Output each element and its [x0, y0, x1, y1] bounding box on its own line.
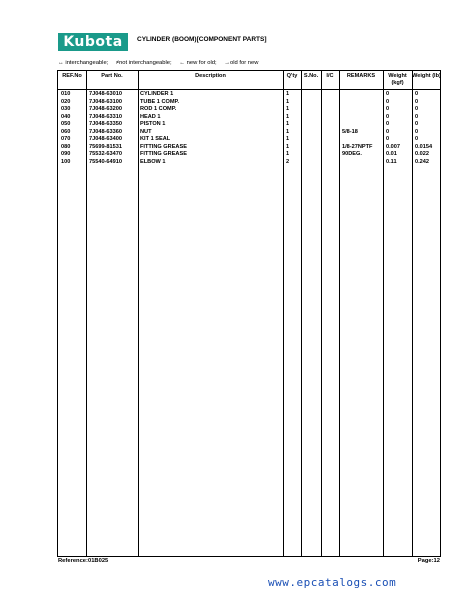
table-row: [58, 144, 440, 152]
cell-weight-lb: 0.022: [415, 151, 429, 157]
table-row: [58, 106, 440, 114]
cell-part-no: 7J048-63010: [89, 91, 122, 97]
parts-table: [57, 70, 441, 557]
cell-remarks: 90DEG.: [342, 151, 362, 157]
cell-description: HEAD 1: [140, 113, 161, 120]
table-row: [58, 121, 440, 129]
cell-ref-no: 090: [61, 151, 71, 157]
cell-weight-lb: 0.0154: [415, 143, 433, 150]
table-row: [58, 151, 440, 159]
cell-weight-kgf: 0.01: [386, 151, 397, 157]
cell-weight-lb: 0: [415, 136, 419, 142]
cell-weight-lb: 0: [415, 98, 419, 105]
cell-weight-lb: 0: [415, 91, 419, 97]
page-title: CYLINDER (BOOM)[COMPONENT PARTS]: [137, 36, 267, 43]
legend-new-for-old: ← new for old;: [179, 60, 217, 66]
header-remarks: REMARKS: [346, 73, 376, 79]
cell-remarks: 5/8-18: [342, 128, 358, 135]
cell-ref-no: 040: [61, 113, 71, 120]
cell-ref-no: 100: [61, 158, 71, 165]
cell-qty: 1: [286, 121, 290, 127]
cell-description: CYLINDER 1: [140, 91, 174, 97]
table-row: [58, 99, 440, 107]
legend-not-interchangeable: ≠not interchangeable;: [115, 60, 172, 66]
header-ref-no: REF.No: [62, 73, 82, 79]
header-part-no: Part No.: [101, 73, 123, 79]
cell-weight-lb: 0: [415, 128, 419, 135]
legend-interchangeable: ↔ interchangeable;: [58, 60, 109, 66]
cell-weight-kgf: 0: [386, 98, 390, 105]
cell-description: PISTON 1: [140, 121, 166, 127]
cell-weight-kgf: 0.11: [386, 158, 397, 165]
legend-old-for-new: →old for new: [224, 60, 259, 66]
cell-part-no: 7J048-63360: [89, 128, 122, 135]
reference-number: Reference:01B025: [58, 558, 109, 564]
cell-part-no: 75540-64910: [89, 158, 122, 165]
cell-weight-lb: 0: [415, 113, 419, 120]
cell-weight-kgf: 0: [386, 121, 390, 127]
cell-weight-lb: 0.242: [415, 158, 429, 165]
cell-qty: 1: [286, 136, 290, 142]
cell-qty: 1: [286, 98, 290, 105]
cell-description: FITTING GREASE: [140, 143, 187, 150]
cell-weight-kgf: 0.007: [386, 143, 400, 150]
cell-weight-kgf: 0: [386, 113, 390, 120]
cell-ref-no: 020: [61, 98, 71, 105]
header-divider: [58, 89, 440, 90]
cell-qty: 1: [286, 106, 290, 112]
table-row: [58, 159, 440, 167]
table-row: [58, 91, 440, 99]
header-description: Description: [195, 73, 226, 79]
cell-part-no: 7J048-63100: [89, 98, 122, 105]
cell-remarks: 1/8-27NPTF: [342, 143, 373, 150]
cell-weight-kgf: 0: [386, 91, 390, 97]
cell-weight-kgf: 0: [386, 128, 390, 135]
cell-part-no: 7J048-63400: [89, 136, 122, 142]
cell-description: ROD 1 COMP.: [140, 106, 177, 112]
cell-description: NUT: [140, 128, 152, 135]
page-number: Page:12: [417, 558, 440, 564]
watermark: www.epcatalogs.com: [268, 576, 397, 589]
cell-ref-no: 070: [61, 136, 71, 142]
table-row: [58, 136, 440, 144]
cell-weight-kgf: 0: [386, 136, 390, 142]
legend: [58, 60, 264, 66]
header-ic: I/C: [326, 73, 334, 79]
header-serial-no: S.No.: [303, 73, 319, 79]
cell-qty: 1: [286, 143, 290, 150]
cell-weight-lb: 0: [415, 106, 419, 112]
cell-description: KIT 1 SEAL: [140, 136, 171, 142]
cell-qty: 1: [286, 128, 290, 135]
table-row: [58, 129, 440, 137]
cell-weight-kgf: 0: [386, 106, 390, 112]
cell-description: TUBE 1 COMP.: [140, 98, 180, 105]
cell-qty: 1: [286, 151, 290, 157]
cell-part-no: 7J048-63310: [89, 113, 122, 120]
header-weight-kgf: Weight (kgf): [388, 73, 407, 86]
cell-qty: 1: [286, 113, 290, 120]
cell-part-no: 75699-81531: [89, 143, 122, 150]
header-weight-lb: Weight (lb): [412, 73, 441, 79]
cell-part-no: 7J048-63350: [89, 121, 122, 127]
cell-ref-no: 010: [61, 91, 71, 97]
cell-ref-no: 080: [61, 143, 71, 150]
header-qty: Q'ty: [286, 73, 298, 79]
cell-ref-no: 030: [61, 106, 71, 112]
cell-weight-lb: 0: [415, 121, 419, 127]
cell-part-no: 75532-63470: [89, 151, 122, 157]
cell-part-no: 7J048-63200: [89, 106, 122, 112]
kubota-logo: Kubota: [58, 33, 128, 51]
cell-qty: 1: [286, 91, 290, 97]
cell-ref-no: 060: [61, 128, 71, 135]
cell-qty: 2: [286, 158, 290, 165]
cell-description: ELBOW 1: [140, 158, 166, 165]
table-row: [58, 114, 440, 122]
cell-ref-no: 050: [61, 121, 71, 127]
cell-description: FITTING GREASE: [140, 151, 187, 157]
